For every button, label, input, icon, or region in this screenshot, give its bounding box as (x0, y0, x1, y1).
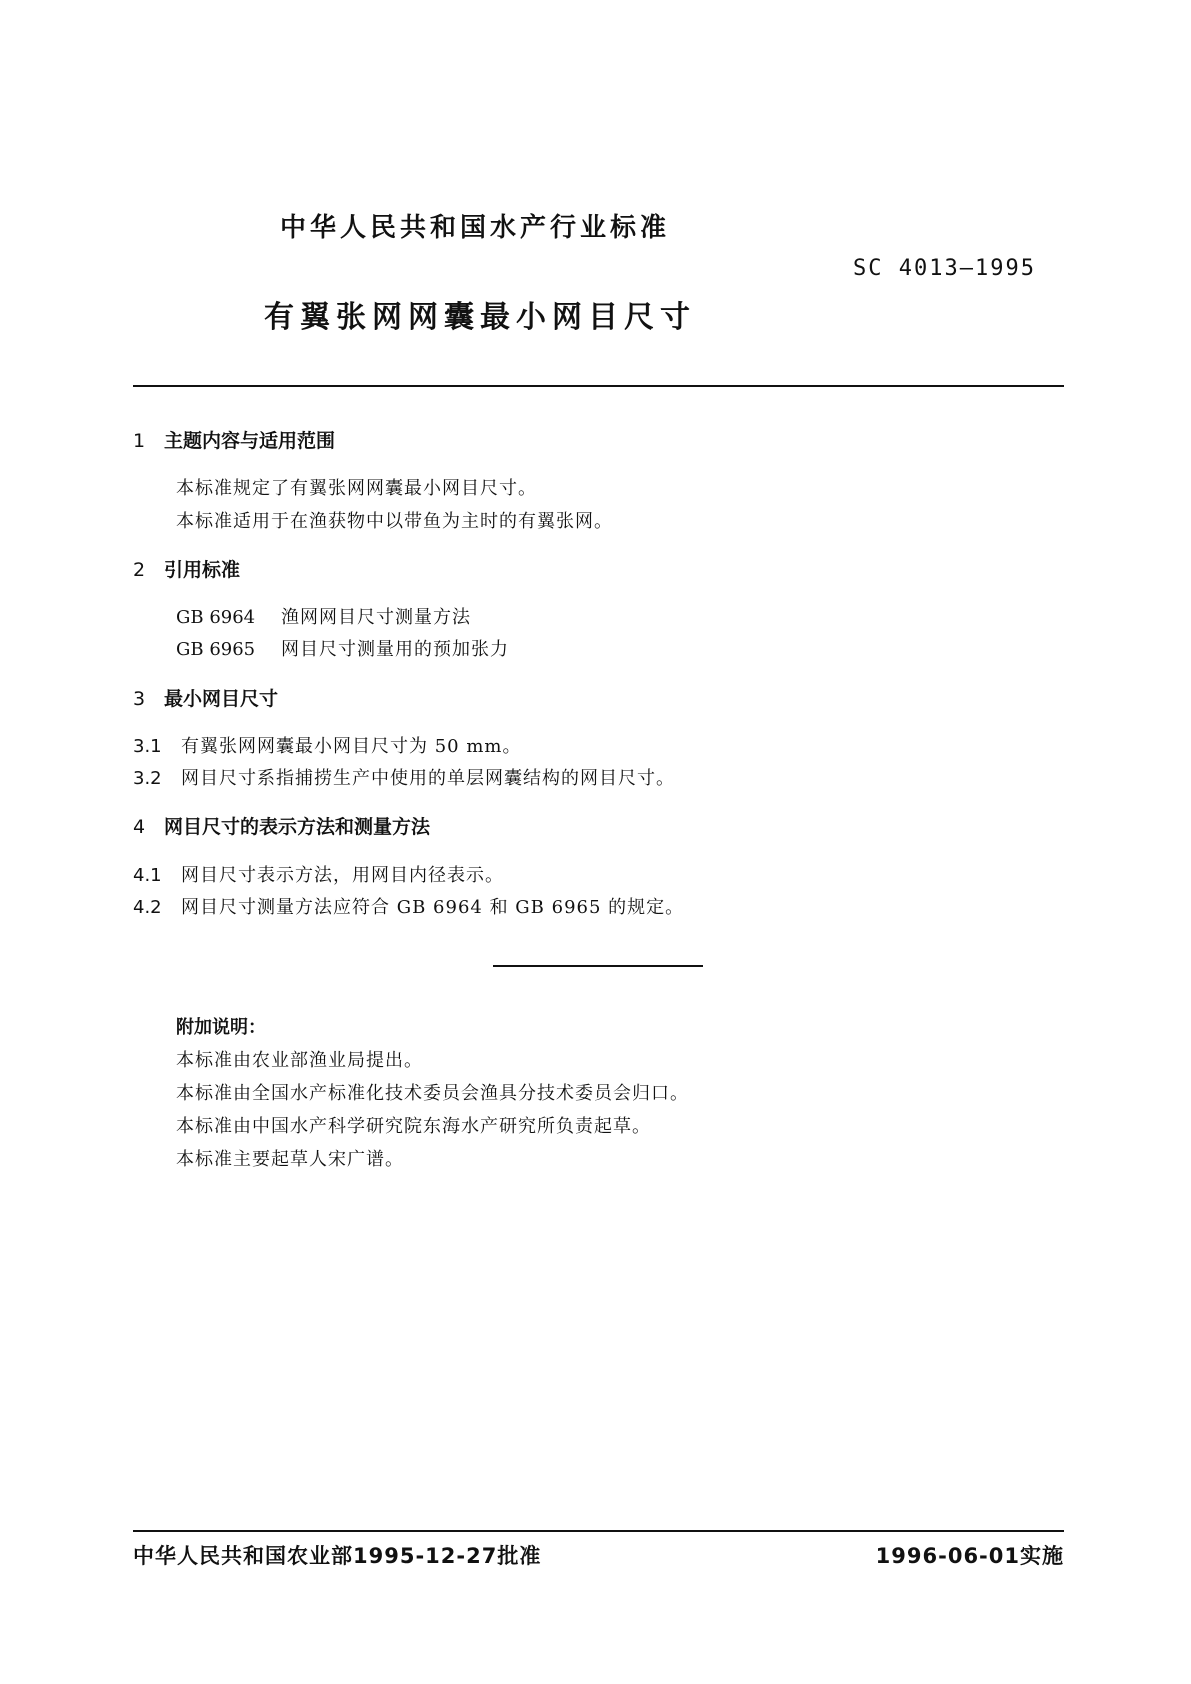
section-1-number: 1 (133, 430, 146, 452)
standard-code: SC 4013—1995 (853, 256, 1036, 281)
section-1-title: 主题内容与适用范围 (164, 430, 336, 452)
header-rule (133, 385, 1064, 387)
section-4-title: 网目尺寸的表示方法和测量方法 (164, 816, 431, 838)
clause-item (133, 861, 504, 887)
document-title: 有翼张网网囊最小网目尺寸 (264, 300, 696, 335)
reference-item (176, 603, 471, 629)
section-2-number: 2 (133, 559, 146, 581)
section-4-number: 4 (133, 816, 146, 838)
reference-title: 网目尺寸测量用的预加张力 (281, 639, 509, 660)
notes-heading: 附加说明： (176, 1017, 266, 1038)
section-1-paragraph-1: 本标准规定了有翼张网网囊最小网目尺寸。 (176, 478, 537, 499)
clause-item (133, 732, 521, 758)
clause-number: 4.1 (133, 865, 162, 886)
approval-date: 中华人民共和国农业部1995-12-27批准 (133, 1544, 542, 1568)
clause-item (133, 893, 684, 919)
clause-number: 3.2 (133, 768, 162, 789)
clause-text: 网目尺寸系指捕捞生产中使用的单层网囊结构的网目尺寸。 (181, 768, 675, 789)
section-3-number: 3 (133, 688, 146, 710)
section-3-title: 最小网目尺寸 (164, 688, 279, 710)
section-2-heading (133, 555, 240, 582)
clause-number: 3.1 (133, 736, 162, 757)
end-rule (493, 965, 703, 967)
reference-code: GB 6964 (176, 607, 256, 628)
reference-title: 渔网网目尺寸测量方法 (281, 607, 471, 628)
standard-name: 中华人民共和国水产行业标准 (280, 213, 671, 243)
clause-number: 4.2 (133, 897, 162, 918)
section-4-heading (133, 812, 430, 839)
section-1-heading (133, 426, 335, 453)
reference-item (176, 635, 509, 661)
implementation-date: 1996-06-01实施 (875, 1544, 1064, 1568)
section-1-paragraph-2: 本标准适用于在渔获物中以带鱼为主时的有翼张网。 (176, 511, 613, 532)
note-line: 本标准由中国水产科学研究院东海水产研究所负责起草。 (176, 1116, 651, 1137)
clause-text: 有翼张网网囊最小网目尺寸为 50 mm。 (181, 736, 522, 757)
note-line: 本标准主要起草人宋广谱。 (176, 1149, 404, 1170)
footer-rule (133, 1530, 1064, 1532)
section-2-title: 引用标准 (164, 559, 241, 581)
note-line: 本标准由全国水产标准化技术委员会渔具分技术委员会归口。 (176, 1083, 689, 1104)
clause-text: 网目尺寸测量方法应符合 GB 6964 和 GB 6965 的规定。 (181, 897, 685, 918)
note-line: 本标准由农业部渔业局提出。 (176, 1050, 423, 1071)
section-3-heading (133, 684, 278, 711)
clause-text: 网目尺寸表示方法，用网目内径表示。 (181, 865, 504, 886)
clause-item (133, 764, 675, 790)
reference-code: GB 6965 (176, 639, 256, 660)
